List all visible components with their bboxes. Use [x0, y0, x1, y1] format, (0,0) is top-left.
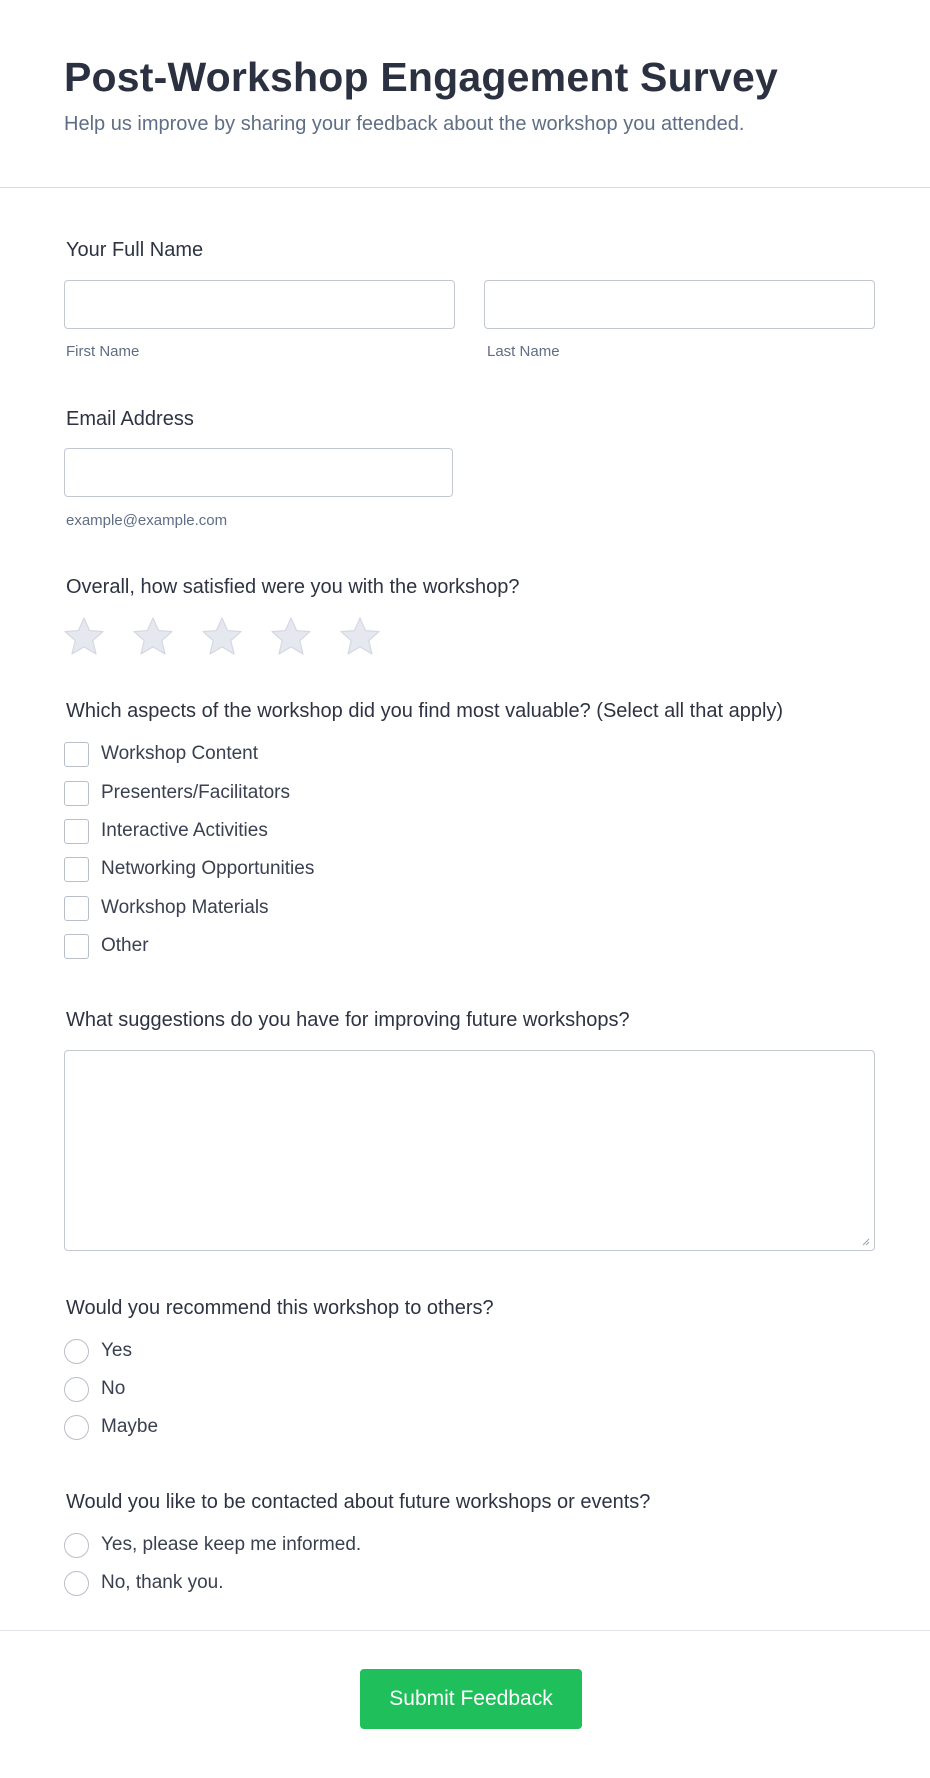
suggestions-textarea[interactable]: [64, 1050, 875, 1251]
radio-button[interactable]: [64, 1377, 89, 1402]
last-name-input[interactable]: [484, 280, 875, 329]
recommend-option[interactable]: [64, 1414, 158, 1440]
aspect-option-label: Workshop Materials: [101, 897, 269, 918]
survey-form: [0, 188, 930, 1630]
aspect-option[interactable]: [64, 933, 149, 959]
aspect-option-label: Networking Opportunities: [101, 858, 315, 879]
aspect-option-label: Other: [101, 935, 149, 956]
last-name-sublabel: Last Name: [487, 343, 560, 360]
radio-button[interactable]: [64, 1533, 89, 1558]
star-icon[interactable]: [132, 616, 174, 656]
aspect-option-label: Interactive Activities: [101, 820, 268, 841]
checkbox[interactable]: [64, 742, 89, 767]
contact-option-label: Yes, please keep me informed.: [101, 1534, 362, 1555]
checkbox[interactable]: [64, 857, 89, 882]
resize-handle-icon[interactable]: [861, 1237, 870, 1246]
recommend-question: Would you recommend this workshop to others?: [66, 1297, 494, 1319]
email-label: Email Address: [66, 408, 194, 430]
aspect-option[interactable]: [64, 818, 268, 844]
contact-option-label: No, thank you.: [101, 1572, 224, 1593]
form-header: [0, 0, 930, 188]
checkbox[interactable]: [64, 896, 89, 921]
contact-option[interactable]: [64, 1532, 361, 1558]
aspect-option[interactable]: [64, 856, 314, 882]
radio-button[interactable]: [64, 1571, 89, 1596]
recommend-option-label: Maybe: [101, 1416, 159, 1437]
satisfaction-question: Overall, how satisfied were you with the workshop?: [66, 576, 520, 598]
aspect-option[interactable]: [64, 895, 269, 921]
star-icon[interactable]: [339, 616, 381, 656]
page-subtitle: Help us improve by sharing your feedback about the workshop you attended.: [64, 113, 745, 135]
email-input[interactable]: [64, 448, 453, 497]
suggestions-question: What suggestions do you have for improving future workshops?: [66, 1009, 630, 1031]
radio-button[interactable]: [64, 1339, 89, 1364]
radio-button[interactable]: [64, 1415, 89, 1440]
recommend-option-label: No: [101, 1378, 126, 1399]
aspect-option-label: Presenters/Facilitators: [101, 782, 291, 803]
form-footer: [0, 1630, 930, 1778]
contact-option[interactable]: [64, 1570, 224, 1596]
checkbox[interactable]: [64, 781, 89, 806]
submit-feedback-button[interactable]: Submit Feedback: [360, 1669, 582, 1729]
star-icon[interactable]: [270, 616, 312, 656]
checkbox[interactable]: [64, 934, 89, 959]
aspect-option-label: Workshop Content: [101, 743, 259, 764]
recommend-option-label: Yes: [101, 1340, 132, 1361]
page-title: Post-Workshop Engagement Survey: [64, 54, 778, 100]
checkbox[interactable]: [64, 819, 89, 844]
star-icon[interactable]: [201, 616, 243, 656]
contact-question: Would you like to be contacted about future workshops or events?: [66, 1491, 651, 1513]
first-name-sublabel: First Name: [66, 343, 140, 360]
first-name-input[interactable]: [64, 280, 455, 329]
recommend-option[interactable]: [64, 1338, 132, 1364]
aspects-question: Which aspects of the workshop did you find most valuable? (Select all that apply): [66, 700, 784, 722]
aspect-option[interactable]: [64, 780, 290, 806]
aspect-option[interactable]: [64, 741, 258, 767]
email-sublabel: example@example.com: [66, 512, 228, 529]
recommend-option[interactable]: [64, 1376, 125, 1402]
star-icon[interactable]: [63, 616, 105, 656]
full-name-label: Your Full Name: [66, 239, 204, 261]
